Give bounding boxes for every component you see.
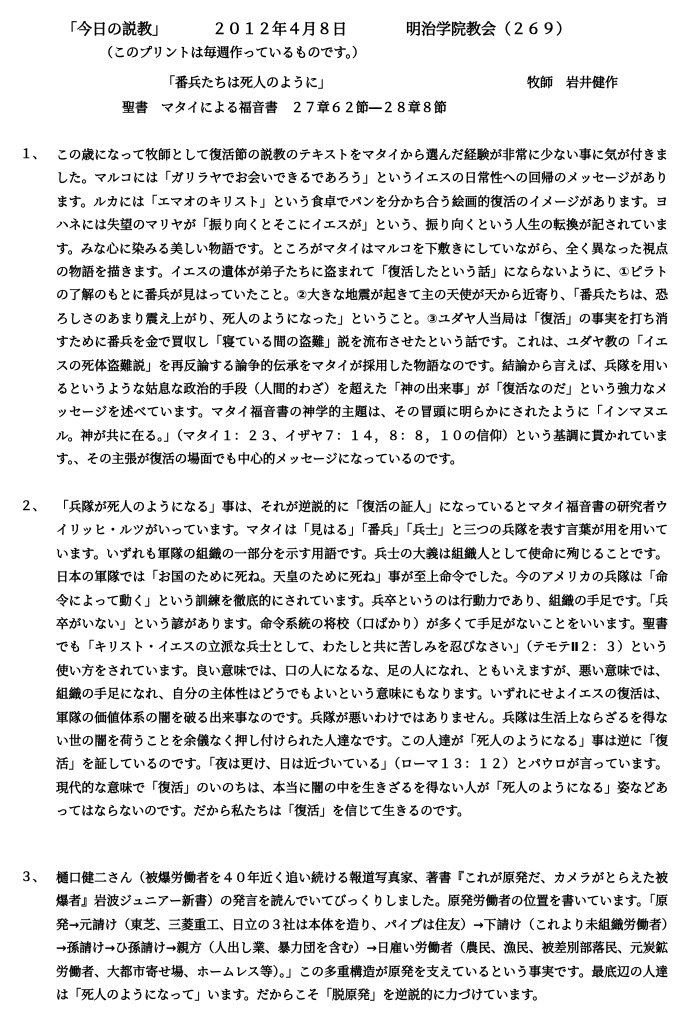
header-line <box>62 18 572 39</box>
section-text: 「兵隊が死人のようになる」事は、それが逆説的に「復活の証人」になっているとマタイ福音書の研究者ウイリッヒ・ルツがいっています。マタイは「見はる」「番兵」「兵士」と三つの兵隊を表す言葉が用を用いています。いずれも軍隊の組織の一部分を示す用語です。兵士の大義は組織人として使命に殉じることです。日本の軍隊では「お国のために死ね。天皇のために死ね」事が至上命令でした。今のアメリカの兵隊は「命令によって動く」という訓練を徹底的にされています。兵卒というのは行動力であり、組織の手足です。「兵卒がいない」という諺があります。命令系統の将校（口ばかり）が多くて手足がないことをいいます。聖書でも「キリスト・イエスの立派な兵士として、わたしと共に苦しみを忍びなさい」（テモテⅡ２：３）という使い方をされています。良い意味では、口の人になるな、足の人になれ、ともいえますが、悪い意味では、組織の手足になれ、自分の主体性はどうでもよいという意味にもなります。いずれにせよイエスの復活は、軍隊の価値体系の闇を破る出来事なのです。兵隊が悪いわけではありません。兵隊は生活上ならざるを得ない世の闇を荷うことを余儀なく押し付けられた人達なです。この人達が「死人のようになる」事は逆に「復活」を証しているのです。「夜は更け、日は近づいている」（ローマ１３：１２）とパウロが言っています。現代的な意味で「復活」のいのちは、本当に闇の中を生きざるを得ない人が「死人のようになる」姿などあってはならないのです。だから私たちは「復活」を信じて生きるのです。 <box>56 499 668 819</box>
church-name: 明治学院教会（２６９） <box>406 20 572 38</box>
section-number: ３、 <box>20 869 46 884</box>
sermon-section-2 <box>20 495 668 823</box>
section-text: 樋口健二さん（被爆労働者を４０年近く追い続ける報道写真家、著書『これが原発だ、カメラがとらえた被爆者』岩波ジュニアー新書）の発言を読んでいてびっくりしました。原発労働者の位置を書いています。「原発→元請け（東芝、三菱重工、日立の３社は本体を造り、パイプは住友）→下請け（これより未組織労働者）→孫請け→ひ孫請け→親方（人出し業、暴力団を含む）→日雇い労働者（農民、漁民、被差別部落民、元炭鉱労働者、大都市寄せ場、ホームレス等）。」この多重構造が原発を支えているという事実です。最底辺の人達は「死人のようになって」います。だからこそ「脱原発」を逆説的に力づけています。 <box>56 870 668 1003</box>
print-note: （このプリントは毎週作っているものです。） <box>100 46 365 61</box>
section-text: この歳になって牧師として復活節の説教のテキストをマタイから選んだ経験が非常に少ない事に気が付きました。マルコには「ガリラヤでお会いできるであろう」というイエスの日常性への回帰のメッセージがあります。ルカには「エマオのキリスト」という食卓でパンを分かち合う絵画的復活のイメージがあります。ヨハネには失望のマリヤが「振り向くとそこにイエスが」という、振り向くという人生の転換が記されています。みな心に染みる美しい物語です。ところがマタイはマルコを下敷きにしていながら、全く異なった視点の物語を描きます。イエスの遺体が弟子たちに盗まれて「復活したという話」にならないように、①ピラトの了解のもとに番兵が見はっていたこと。②大きな地震が起きて主の天使が天から近寄り、「番兵たちは、恐ろしさのあまり震え上がり、死人のようになった」ということ。③ユダヤ人当局は「復活」の事実を打ち消すために番兵を金で買収し「寝ている間の盗難」説を流布させたという話です。これは、ユダヤ教の「イエスの死体盗難説」を再反論する論争的伝承をマタイが採用した物語なのです。結論から言えば、兵隊を用いるというような姑息な政治的手段（人間的わざ）を超えた「神の出来事」が「復活なのだ」という強力なメッセージを述べています。マタイ福音書の神学的主題は、その冒頭に明らかにされたように「インマヌエル。神が共に在る。」（マタイ１：２３、イザヤ７：１４，８：８，１０の信仰）という基調に貫かれています。、その主張が復活の場面でも中心的メッセージになっているのです。 <box>56 147 668 467</box>
sermon-date: ２０１２年４月８日 <box>212 20 348 38</box>
sermon-section-1 <box>20 143 668 471</box>
section-number: ２、 <box>20 498 46 513</box>
scripture-reference: 聖書 マタイによる福音書 ２７章６２節―２８章８節 <box>122 101 447 116</box>
sermon-title: 「番兵たちは死人のように」 <box>162 76 332 91</box>
sermon-section-3 <box>20 866 668 1006</box>
series-label: 「今日の説教」 <box>62 20 168 38</box>
pastor-name: 牧師 岩井健作 <box>527 76 619 91</box>
section-number: １、 <box>20 146 46 161</box>
